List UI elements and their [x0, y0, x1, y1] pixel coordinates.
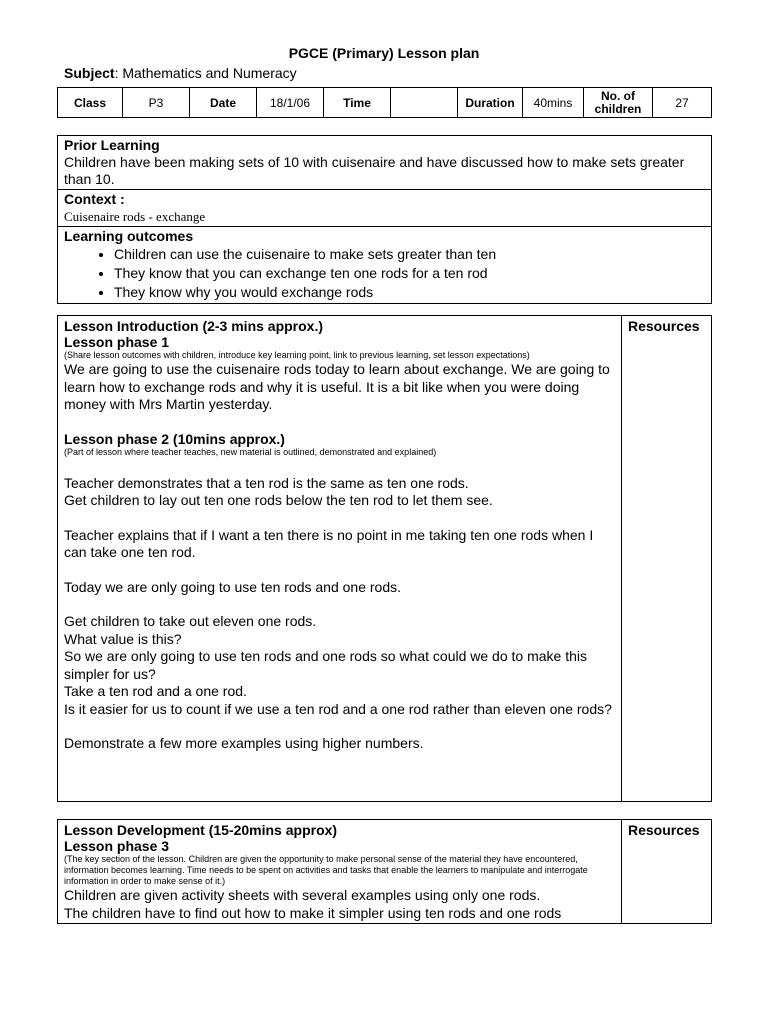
lesson-development-cell [58, 820, 622, 924]
phase-2-paragraph: Today we are only going to use ten rods and one rods. [64, 578, 401, 595]
lesson-phase-2-note: (Part of lesson where teacher teaches, new material is outlined, demonstrated and explained) [64, 446, 437, 457]
lesson-introduction-cell [58, 316, 622, 802]
learning-outcomes-heading: Learning outcomes [64, 228, 194, 244]
phase-2-paragraph: What value is this? [64, 630, 182, 647]
phase-2-paragraph: Get children to lay out ten one rods below the ten rod to let them see. [64, 492, 493, 508]
lesson-phase-1-heading: Lesson phase 1 [64, 334, 170, 350]
time-value [391, 88, 458, 118]
resources-heading: Resources [628, 822, 700, 838]
learning-outcomes-list [64, 245, 705, 302]
lesson-phase-1-text: We are going to use the cuisenaire rods today to learn about exchange. We are going to learn how to exchange rods and why it is useful. It is a bit like when you were doing money with Mrs Martin yesterday. [64, 361, 610, 412]
list-item: • Children can use the cuisenaire to make sets greater than ten [114, 245, 705, 264]
children-label-line2: children [594, 101, 642, 116]
prior-learning-cell [58, 136, 712, 190]
class-label: Class [58, 88, 123, 118]
lesson-introduction-heading: Lesson Introduction (2-3 mins approx.) [64, 318, 324, 334]
prior-learning-text: Children have been making sets of 10 with cuisenaire and have discussed how to make sets greater than 10. [64, 154, 685, 187]
context-cell [58, 190, 712, 227]
subject-value: : Mathematics and Numeracy [114, 65, 297, 81]
lesson-phase-3-note: (The key section of the lesson. Children are given the opportunity to make personal sense of the material they have encountered, information becomes learning. Time needs to be spent on activities and tasks that enable the learners to manipulate and interrogate information in order to make sense of it.) [64, 854, 588, 886]
lesson-info-table [57, 87, 712, 118]
lesson-phase-1-note: (Share lesson outcomes with children, introduce key learning point, link to previous learning, set lesson expectations) [64, 350, 530, 360]
subject-label: Subject [64, 65, 115, 81]
lesson-introduction-table [57, 315, 712, 802]
phase-3-paragraph: Children are given activity sheets with several examples using only one rods. [64, 887, 541, 903]
lesson-development-heading: Lesson Development (15-20mins approx) [64, 822, 338, 838]
spacer [64, 596, 615, 613]
date-value: 18/1/06 [257, 88, 324, 118]
subject-line [64, 65, 297, 81]
duration-value: 40mins [523, 88, 584, 118]
lesson-phase-3-heading: Lesson phase 3 [64, 838, 170, 854]
phase-2-paragraph: Teacher demonstrates that a ten rod is the same as ten one rods. [64, 474, 469, 491]
prior-learning-heading: Prior Learning [64, 137, 160, 153]
date-label: Date [190, 88, 257, 118]
phase-3-paragraph: The children have to find out how to make it simpler using ten rods and one rods [64, 904, 562, 921]
children-label-line1: No. of [601, 88, 635, 103]
resources-cell [622, 316, 712, 802]
phase-2-paragraph: So we are only going to use ten rods and one rods so what could we do to make this simpler for us? [64, 648, 587, 682]
spacer [64, 718, 615, 735]
children-value: 27 [653, 88, 712, 118]
resources-cell [622, 820, 712, 924]
children-label [584, 88, 653, 118]
context-text: Cuisenaire rods - exchange [64, 209, 206, 224]
lesson-phase-2-heading: Lesson phase 2 (10mins approx.) [64, 430, 285, 447]
resources-heading: Resources [628, 318, 700, 334]
phase-2-paragraph: Get children to take out eleven one rods. [64, 613, 317, 629]
page-title: PGCE (Primary) Lesson plan [288, 45, 480, 61]
class-value: P3 [123, 88, 190, 118]
phase-2-paragraph: Take a ten rod and a one rod. [64, 683, 247, 699]
phase-2-paragraph: Is it easier for us to count if we use a ten rod and a one rod rather than eleven one rods? [64, 700, 612, 717]
spacer [64, 562, 615, 579]
context-heading: Context : [64, 191, 125, 207]
spacer [64, 414, 615, 431]
spacer [64, 458, 615, 475]
prior-learning-table [57, 135, 712, 304]
duration-label: Duration [458, 88, 523, 118]
phase-2-paragraph: Demonstrate a few more examples using higher numbers. [64, 735, 424, 751]
lesson-development-table [57, 819, 712, 924]
list-item: • They know that you can exchange ten one rods for a ten rod [114, 264, 705, 283]
time-label: Time [324, 88, 391, 118]
learning-outcomes-cell [58, 227, 712, 304]
phase-2-paragraph: Teacher explains that if I want a ten there is no point in me taking ten one rods when I can take one ten rod. [64, 526, 594, 560]
spacer [64, 510, 615, 527]
list-item: • They know why you would exchange rods [114, 283, 705, 302]
